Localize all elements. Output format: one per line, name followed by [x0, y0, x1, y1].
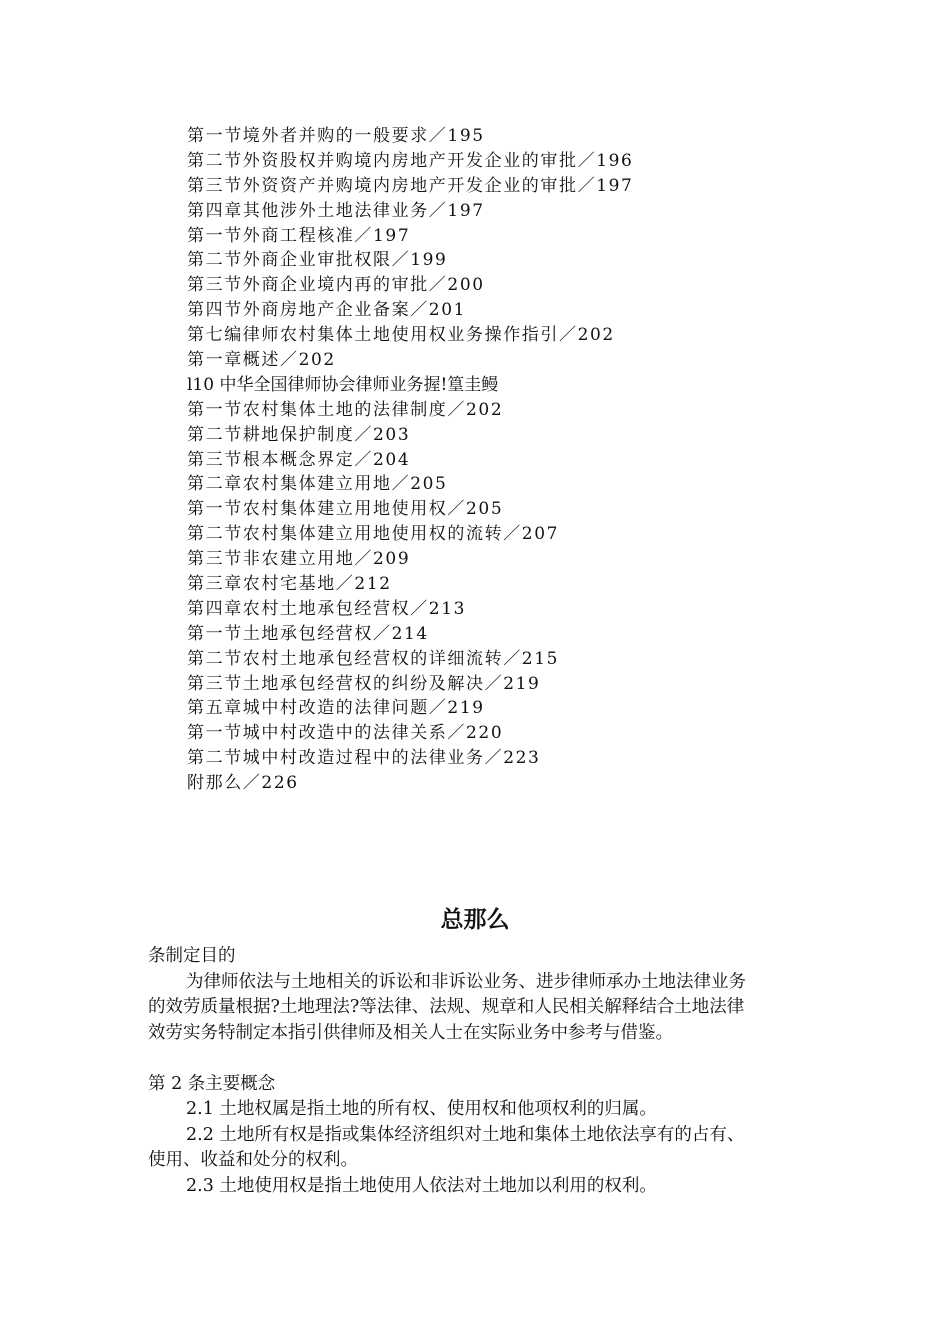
toc-entry: 第二节外商企业审批权限／199 [187, 250, 448, 271]
section-body [148, 944, 808, 1199]
paragraph-line: 使用、收益和处分的权利。 [148, 1150, 358, 1170]
article-heading: 条制定目的 [148, 946, 236, 966]
toc-entry: 第三节土地承包经营权的纠纷及解决／219 [187, 673, 541, 694]
toc-entry: 第三节非农建立用地／209 [187, 549, 411, 570]
toc-entry: 第五章城中村改造的法律问题／219 [187, 698, 485, 719]
toc-entry: 第二章农村集体建立用地／205 [187, 474, 448, 495]
toc-entry: 第三节外资资产并购境内房地产开发企业的审批／197 [187, 175, 634, 196]
table-of-contents [187, 124, 867, 796]
toc-entry: 第一章概述／202 [187, 350, 336, 371]
toc-entry: 第三节根本概念界定／204 [187, 449, 411, 470]
toc-entry: 第四节外商房地产企业备案／201 [187, 300, 467, 321]
toc-entry: 第二节农村土地承包经营权的详细流转／215 [187, 648, 560, 669]
section-title: 总那么 [440, 906, 510, 933]
paragraph-line: 效劳实务特制定本指引供律师及相关人士在实际业务中参考与借鉴。 [148, 1022, 673, 1043]
toc-entry: 第二节城中村改造过程中的法律业务／223 [187, 748, 541, 769]
toc-entry: 第三节外商企业境内再的审批／200 [187, 275, 485, 296]
clause-item: 2.1 土地权属是指土地的所有权、使用权和他项权利的归属。 [186, 1099, 657, 1119]
toc-entry: 第四章其他涉外土地法律业务／197 [187, 200, 485, 221]
toc-entry: 第一节外商工程核准／197 [187, 225, 411, 246]
toc-entry: 第一节农村集体建立用地使用权／205 [187, 499, 504, 520]
paragraph-gap [148, 1046, 808, 1072]
toc-entry: 附那么／226 [187, 773, 299, 794]
toc-entry: 第四章农村土地承包经营权／213 [187, 598, 467, 619]
clause-item: 2.3 土地使用权是指土地使用人依法对土地加以利用的权利。 [186, 1175, 657, 1196]
paragraph-line: 为律师依法与土地相关的诉讼和非诉讼业务、进步律师承办土地法律业务 [186, 971, 746, 992]
toc-entry: 第一节土地承包经营权／214 [187, 623, 429, 644]
toc-entry: 第一节农村集体土地的法律制度／202 [187, 399, 504, 420]
toc-entry: 第一节境外者并购的一般要求／195 [187, 126, 485, 146]
article-heading: 第 2 条主要概念 [148, 1073, 276, 1094]
toc-entry: 第一节城中村改造中的法律关系／220 [187, 723, 504, 744]
paragraph-line: 的效劳质量根据?土地理法?等法律、法规、规章和人民相关解释结合土地法律 [148, 997, 745, 1017]
clause-item: 2.2 土地所有权是指或集体经济组织对土地和集体土地依法享有的占有、 [186, 1124, 745, 1145]
toc-entry: 第二节农村集体建立用地使用权的流转／207 [187, 524, 560, 545]
toc-entry: 第二节耕地保护制度／203 [187, 424, 411, 445]
toc-entry: 第三章农村宅基地／212 [187, 574, 392, 595]
running-header: l10 中华全国律师协会律师业务握!篁圭鳗 [187, 374, 499, 395]
toc-entry: 第七编律师农村集体土地使用权业务操作指引／202 [187, 325, 615, 346]
toc-entry: 第二节外资股权并购境内房地产开发企业的审批／196 [187, 150, 634, 171]
